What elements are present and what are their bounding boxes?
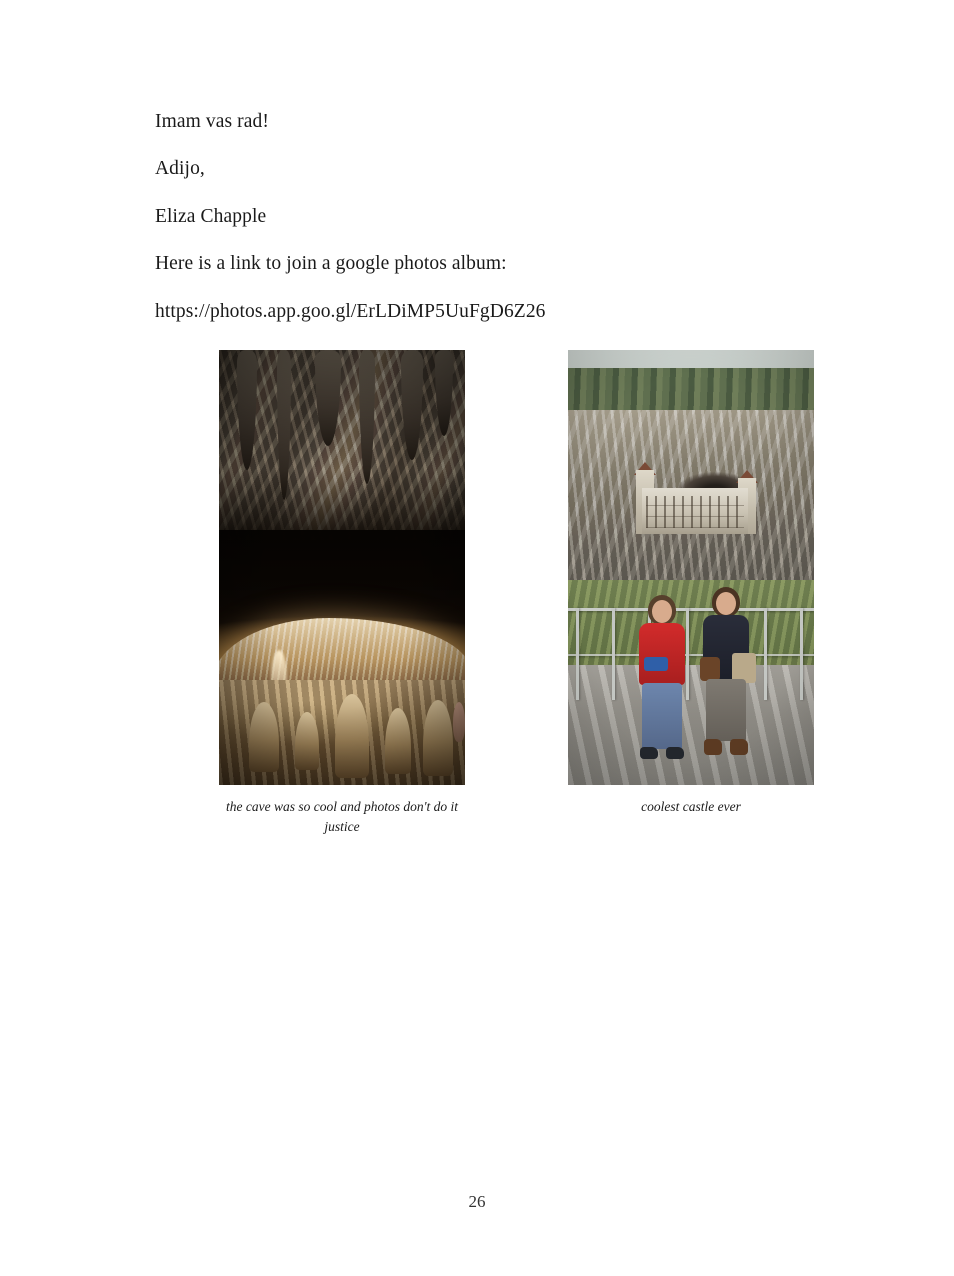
figure-cave	[219, 350, 465, 836]
castle-vignette	[568, 350, 814, 785]
paragraph-album-intro: Here is a link to join a google photos album:	[155, 253, 507, 275]
cave-photo	[219, 350, 465, 785]
cave-vignette	[219, 350, 465, 785]
cave-photo-caption: the cave was so cool and photos don't do it justice	[226, 799, 458, 834]
paragraph-greeting: Imam vas rad!	[155, 111, 269, 132]
castle-photo	[568, 350, 814, 785]
paragraph-signoff: Adijo,	[155, 158, 205, 180]
letter-body	[155, 110, 795, 324]
castle-photo-caption: coolest castle ever	[641, 799, 741, 814]
paragraph-signature: Eliza Chapple	[155, 205, 267, 227]
album-link[interactable]: https://photos.app.goo.gl/ErLDiMP5UuFgD6Z26	[155, 300, 546, 322]
figure-group	[155, 334, 835, 834]
figure-castle	[568, 350, 814, 817]
page-number: 26	[468, 1192, 486, 1211]
